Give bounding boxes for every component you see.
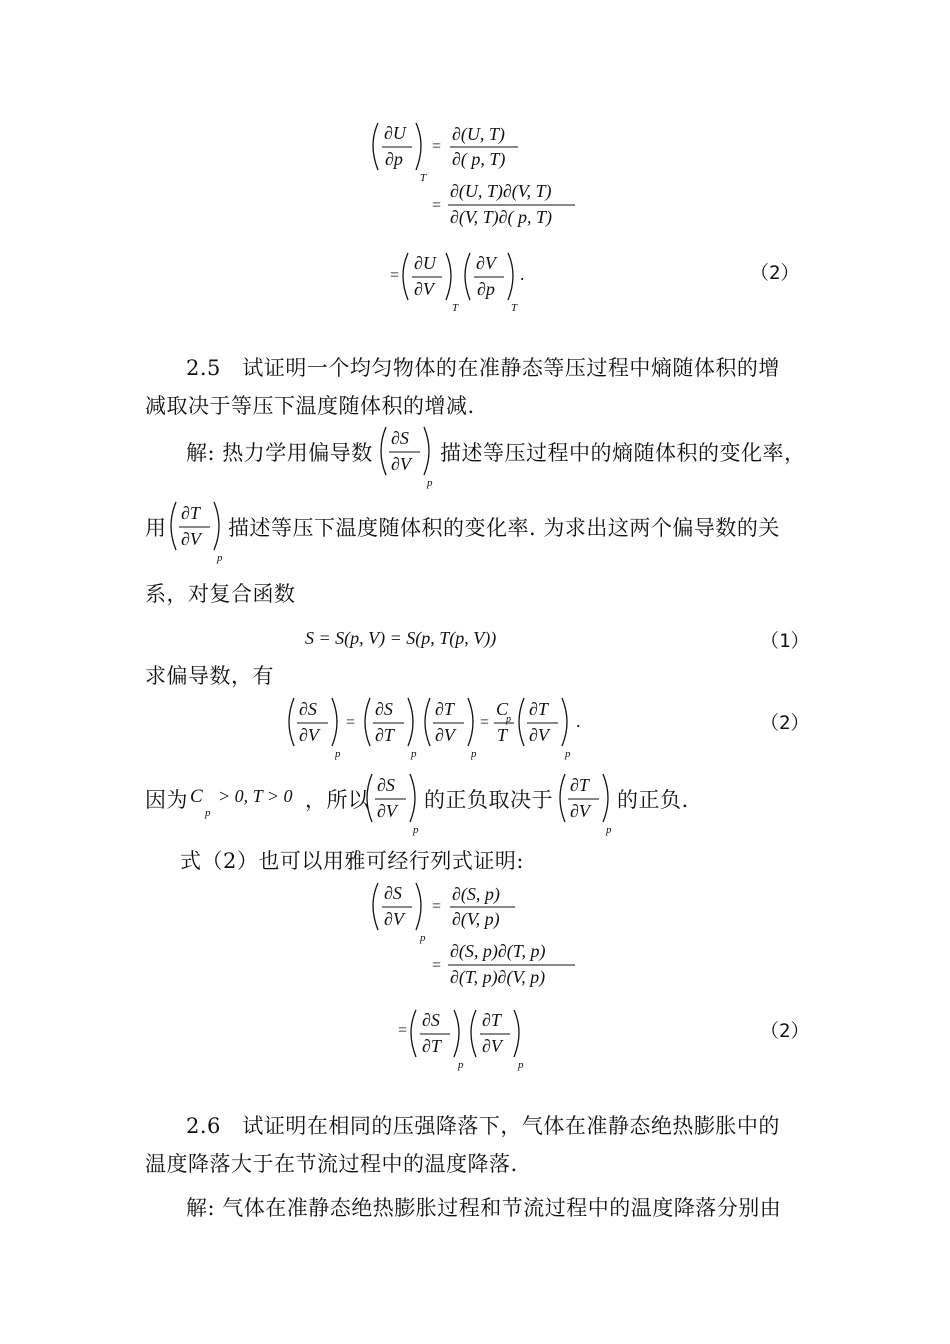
because-text: 因为 bbox=[145, 788, 188, 812]
svg-text:∂S: ∂S bbox=[377, 775, 395, 795]
svg-text:p: p bbox=[506, 714, 511, 725]
problem-2-6-solution: 解: 气体在准静态绝热膨胀过程和节流过程中的温度降落分别由 bbox=[186, 1196, 782, 1220]
svg-text:∂V: ∂V bbox=[529, 725, 549, 745]
svg-text:T: T bbox=[420, 172, 427, 184]
svg-text:∂V: ∂V bbox=[377, 801, 397, 821]
svg-text:∂T: ∂T bbox=[435, 699, 454, 719]
svg-text:∂T: ∂T bbox=[375, 725, 394, 745]
svg-text:=: = bbox=[432, 138, 442, 155]
svg-text:=: = bbox=[432, 898, 442, 915]
svg-text:∂S: ∂S bbox=[299, 699, 317, 719]
svg-text:∂S: ∂S bbox=[384, 883, 402, 903]
svg-text:=: = bbox=[432, 957, 442, 974]
svg-text:C: C bbox=[496, 699, 509, 719]
svg-text:T: T bbox=[511, 302, 518, 314]
svg-text:p: p bbox=[411, 748, 417, 760]
svg-text:p: p bbox=[471, 748, 477, 760]
problem-2-5-line1: 2.5 试证明一个均匀物体的在准静态等压过程中熵随体积的增 bbox=[186, 356, 780, 380]
equation-number: （2） bbox=[750, 262, 800, 284]
svg-text:∂( p, T): ∂( p, T) bbox=[452, 149, 506, 169]
svg-text:∂(S, p)∂(T, p): ∂(S, p)∂(T, p) bbox=[450, 941, 546, 961]
svg-text:C: C bbox=[190, 786, 203, 807]
svg-text:∂V: ∂V bbox=[482, 1036, 502, 1056]
svg-text:T: T bbox=[497, 725, 508, 745]
svg-text:∂(V, T)∂( p, T): ∂(V, T)∂( p, T) bbox=[450, 207, 552, 227]
equation-number: （2） bbox=[760, 1020, 810, 1042]
svg-text:=: = bbox=[390, 267, 400, 284]
svg-text:p: p bbox=[205, 807, 211, 819]
svg-text:=: = bbox=[480, 714, 490, 731]
so-text: ，所以 bbox=[305, 788, 370, 812]
derivative-equation bbox=[282, 694, 592, 764]
svg-text:∂U: ∂U bbox=[384, 123, 406, 143]
equation-number: （1） bbox=[760, 630, 810, 652]
jacobian-equation bbox=[360, 875, 590, 1075]
svg-text:p: p bbox=[420, 932, 426, 944]
cp-symbol bbox=[188, 780, 218, 820]
svg-text:=: = bbox=[432, 197, 442, 214]
top-equation bbox=[360, 115, 590, 315]
svg-text:∂T: ∂T bbox=[570, 775, 589, 795]
svg-text:∂T: ∂T bbox=[482, 1010, 501, 1030]
svg-text:∂V: ∂V bbox=[384, 909, 404, 929]
sign-depends-text: 的正负取决于 bbox=[424, 788, 553, 812]
partial-S-V-p bbox=[378, 423, 440, 489]
svg-text:∂V: ∂V bbox=[299, 725, 319, 745]
svg-text:p: p bbox=[427, 477, 433, 489]
svg-text:∂S: ∂S bbox=[391, 428, 409, 448]
svg-text:p: p bbox=[413, 824, 419, 836]
solution-line1-start: 解: 热力学用偏导数 bbox=[186, 441, 373, 465]
partial-S-V-p-2 bbox=[364, 770, 426, 836]
jacobian-intro: 式（2）也可以用雅可经行列式证明: bbox=[180, 849, 524, 873]
svg-text:∂p: ∂p bbox=[477, 279, 495, 299]
svg-text:∂V: ∂V bbox=[435, 725, 455, 745]
take-derivative-line: 求偏导数，有 bbox=[145, 664, 274, 688]
solution-line1-end: 描述等压过程中的熵随体积的变化率， bbox=[440, 441, 806, 465]
svg-text:∂U: ∂U bbox=[414, 253, 436, 273]
svg-text:∂V: ∂V bbox=[391, 454, 411, 474]
svg-text:∂S: ∂S bbox=[422, 1010, 440, 1030]
svg-text:∂(S, p): ∂(S, p) bbox=[452, 884, 500, 904]
svg-text:∂(U, T)∂(V, T): ∂(U, T)∂(V, T) bbox=[450, 181, 552, 201]
problem-2-6-line2: 温度降落大于在节流过程中的温度降落. bbox=[145, 1152, 518, 1176]
svg-text:p: p bbox=[335, 748, 341, 760]
svg-text:p: p bbox=[458, 1059, 464, 1071]
composite-function-eq: S = S(p, V) = S(p, T(p, V)) bbox=[305, 628, 497, 648]
relation-line: 系，对复合函数 bbox=[145, 582, 296, 606]
svg-text:.: . bbox=[576, 711, 581, 731]
svg-text:∂V: ∂V bbox=[476, 253, 496, 273]
use-line-rest: 描述等压下温度随体积的变化率. 为求出这两个偏导数的关 bbox=[228, 516, 780, 540]
problem-2-6-line1: 2.6 试证明在相同的压强降落下，气体在准静态绝热膨胀中的 bbox=[186, 1114, 780, 1138]
equation-number: （2） bbox=[760, 712, 810, 734]
svg-text:=: = bbox=[346, 714, 356, 731]
svg-text:∂V: ∂V bbox=[414, 279, 434, 299]
svg-text:∂V: ∂V bbox=[570, 801, 590, 821]
svg-text:∂V: ∂V bbox=[181, 529, 201, 549]
partial-T-V-p-2 bbox=[557, 770, 619, 836]
svg-text:∂(T, p)∂(V, p): ∂(T, p)∂(V, p) bbox=[450, 967, 546, 987]
svg-text:=: = bbox=[398, 1022, 408, 1039]
svg-text:p: p bbox=[217, 552, 223, 564]
svg-text:∂T: ∂T bbox=[529, 699, 548, 719]
svg-text:∂(V, p): ∂(V, p) bbox=[452, 909, 500, 929]
svg-text:p: p bbox=[565, 748, 571, 760]
svg-text:.: . bbox=[520, 264, 525, 284]
svg-text:p: p bbox=[518, 1059, 524, 1071]
svg-text:p: p bbox=[606, 824, 612, 836]
svg-text:T: T bbox=[452, 302, 459, 314]
svg-text:∂T: ∂T bbox=[422, 1036, 441, 1056]
partial-T-V-p bbox=[168, 498, 230, 564]
svg-text:∂S: ∂S bbox=[375, 699, 393, 719]
svg-text:∂p: ∂p bbox=[385, 149, 403, 169]
svg-text:∂(U, T): ∂(U, T) bbox=[452, 124, 505, 144]
sign-end-text: 的正负. bbox=[617, 788, 689, 812]
positivity-condition: > 0, T > 0 bbox=[218, 786, 293, 806]
use-prefix: 用 bbox=[145, 516, 167, 540]
svg-text:∂T: ∂T bbox=[181, 503, 200, 523]
problem-2-5-line2: 减取决于等压下温度随体积的增减. bbox=[145, 394, 475, 418]
